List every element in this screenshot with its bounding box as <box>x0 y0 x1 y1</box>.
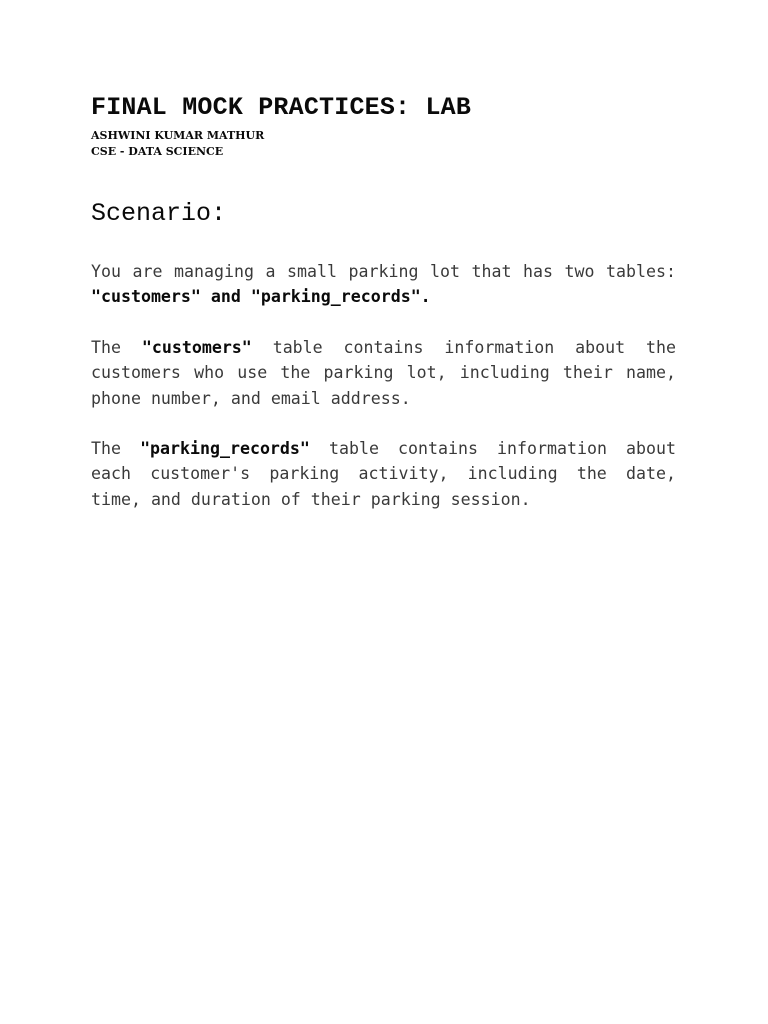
parking-records-lead: The <box>91 439 141 459</box>
customers-paragraph <box>91 335 676 411</box>
parking-records-text: table contains information about each customer's parking activity, including the date, time, and duration of their parking session. <box>91 439 676 509</box>
author-name: ASHWINI KUMAR MATHUR <box>91 129 265 142</box>
intro-text: You are managing a small parking lot that has two tables: <box>91 262 676 281</box>
parking-records-paragraph <box>91 436 676 512</box>
intro-paragraph <box>91 259 676 310</box>
parking-records-table-name: "parking_records" <box>140 439 310 459</box>
document-title: FINAL MOCK PRACTICES: LAB <box>91 93 472 122</box>
customers-lead: The <box>91 337 142 357</box>
author-block <box>91 128 676 160</box>
department: CSE - DATA SCIENCE <box>91 145 224 158</box>
scenario-heading: Scenario: <box>91 199 227 228</box>
intro-tables-bold: "customers" and "parking_records". <box>91 287 431 307</box>
customers-text: table contains information about the customers who use the parking lot, including their name, phone number, and email address. <box>91 337 677 408</box>
customers-table-name: "customers" <box>141 337 252 357</box>
